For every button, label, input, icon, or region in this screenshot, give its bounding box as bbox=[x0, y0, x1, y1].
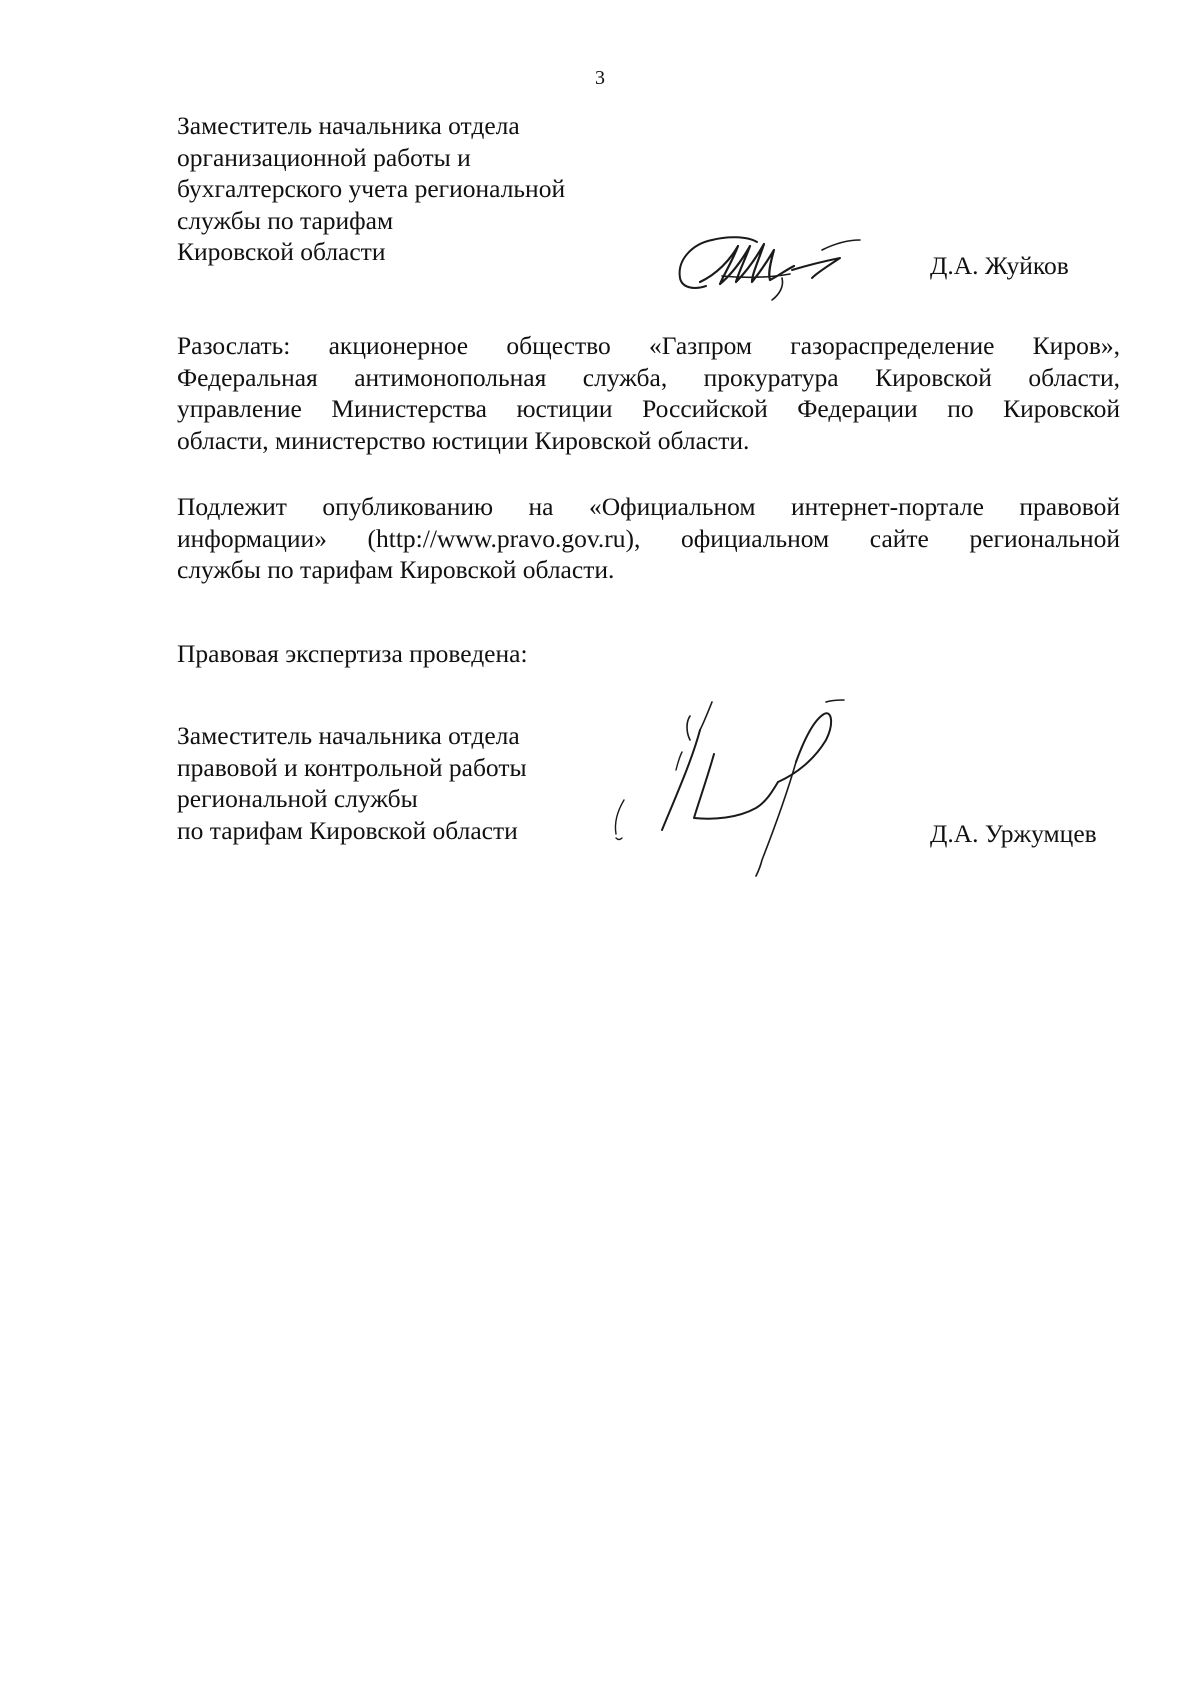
signatory-2-name: Д.А. Уржумцев bbox=[930, 819, 1097, 848]
signatory-1-title bbox=[177, 110, 565, 268]
legal-review-label: Правовая экспертиза проведена: bbox=[177, 639, 528, 668]
signature-1-handwritten bbox=[672, 230, 912, 310]
distribution-line: управление Министерства юстиции Российской Федерации по Кировской bbox=[177, 394, 1120, 423]
distribution-paragraph bbox=[177, 330, 1120, 456]
signatory-2-title bbox=[177, 720, 527, 846]
signatory-1-title-line: службы по тарифам bbox=[177, 205, 394, 235]
publication-line: службы по тарифам Кировской области. bbox=[177, 555, 615, 584]
signatory-1-title-line: организационной работы и bbox=[177, 142, 471, 172]
distribution-line: Разослать: акционерное общество «Газпром газораспределение Киров», bbox=[177, 331, 1120, 360]
signatory-2-title-line: по тарифам Кировской области bbox=[177, 815, 518, 845]
page-number: 3 bbox=[595, 67, 605, 89]
signatory-1-title-line: бухгалтерского учета региональной bbox=[177, 174, 566, 203]
publication-line: Подлежит опубликованию на «Официальном интернет-портале правовой bbox=[177, 492, 1120, 521]
signatory-1-title-line: Кировской области bbox=[177, 237, 386, 266]
distribution-line: Федеральная антимонопольная служба, прокуратура Кировской области, bbox=[177, 362, 1120, 392]
distribution-line: области, министерство юстиции Кировской области. bbox=[177, 425, 750, 455]
publication-paragraph bbox=[177, 491, 1120, 586]
signatory-1-title-line: Заместитель начальника отдела bbox=[177, 111, 520, 140]
signatory-2-title-line: региональной службы bbox=[177, 784, 418, 813]
signatory-2-title-line: Заместитель начальника отдела bbox=[177, 721, 520, 750]
signatory-2-title-line: правовой и контрольной работы bbox=[177, 752, 527, 782]
signatory-1-name: Д.А. Жуйков bbox=[930, 251, 1069, 280]
publication-line: информации» (http://www.pravo.gov.ru), официальном сайте региональной bbox=[177, 523, 1120, 553]
signature-2-handwritten bbox=[600, 700, 900, 880]
